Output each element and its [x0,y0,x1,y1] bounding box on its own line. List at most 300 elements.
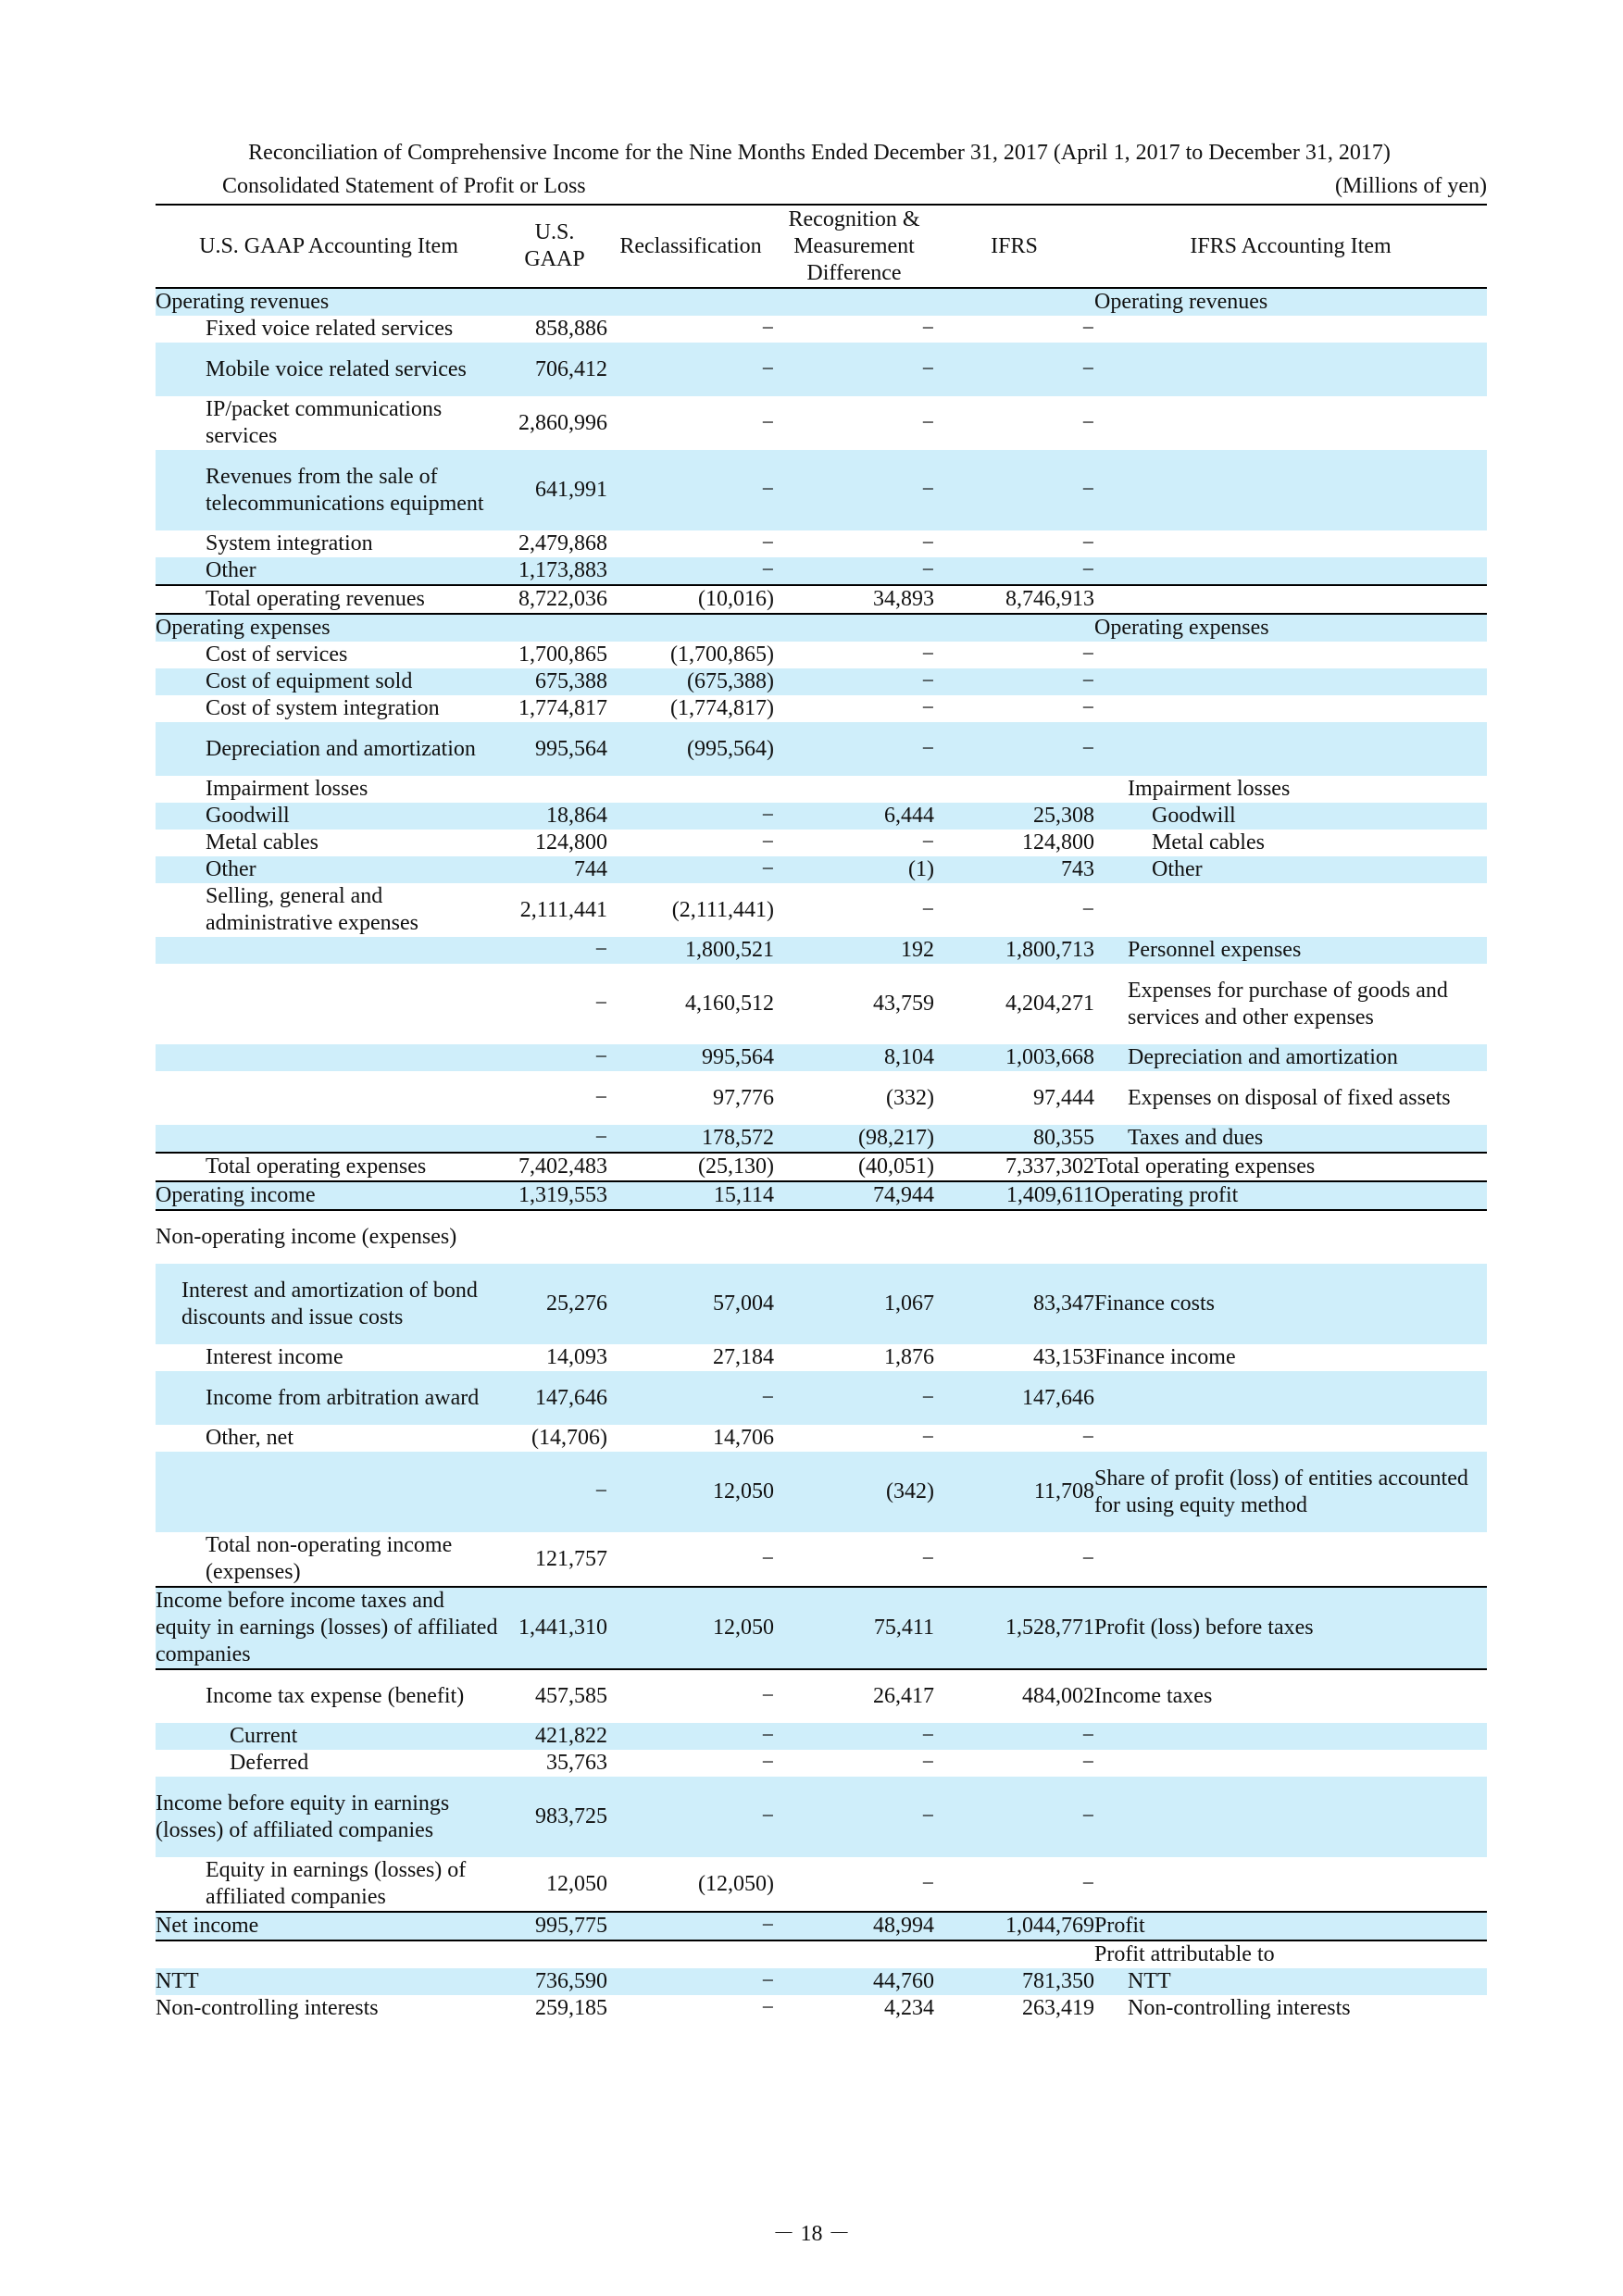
ifrs-item-cell: Expenses on disposal of fixed assets [1128,1085,1451,1110]
gaap-item-cell: Metal cables [206,830,318,855]
reclassification-cell: − [761,830,774,855]
reclassification-cell: 178,572 [607,1125,774,1153]
reclassification-cell: 1,800,521 [607,937,774,964]
reclassification-cell: (25,130) [607,1153,774,1181]
ifrs-value-cell [934,288,1094,316]
reclassification-cell: − [607,1912,774,1940]
table-row [156,1153,1487,1181]
ifrs-value-cell: 7,337,302 [934,1153,1094,1181]
ifrs-value-cell: 1,003,668 [934,1044,1094,1071]
ifrs-value-cell: 1,800,713 [934,937,1094,964]
recognition-difference-cell: 6,444 [774,803,934,830]
reclassification-cell: (2,111,441) [671,897,774,922]
reclassification-cell: − [607,1669,774,1723]
reclassification-cell: − [607,343,774,396]
gaap-value-cell: 421,822 [502,1723,607,1750]
gaap-value-cell [502,776,607,803]
recognition-difference-cell: − [921,531,934,555]
gaap-item-cell: Goodwill [156,803,502,830]
gaap-item-cell: System integration [206,531,373,555]
table-row [156,316,1487,343]
reclassification-cell [607,1940,774,1968]
ifrs-item-cell [1094,396,1487,450]
ifrs-value-cell: − [934,343,1094,396]
gaap-item-cell [156,1071,502,1125]
ifrs-value-cell: 124,800 [1022,830,1094,855]
ifrs-item-cell: Other [1094,856,1487,883]
recognition-difference-cell: 75,411 [774,1587,934,1669]
reclassification-cell: 57,004 [607,1264,774,1344]
ifrs-value-cell: 43,153 [1033,1345,1094,1369]
gaap-value-cell [502,288,607,316]
gaap-value-cell [502,614,607,642]
gaap-value-cell: 641,991 [502,450,607,530]
gaap-value-cell: 7,402,483 [502,1153,607,1181]
gaap-item-cell: Net income [156,1912,502,1940]
ifrs-item-cell: Metal cables [1152,830,1265,855]
gaap-value-cell: 1,319,553 [502,1181,607,1210]
ifrs-item-cell [1094,1532,1487,1587]
recognition-difference-cell: − [921,897,934,922]
recognition-difference-cell: − [774,343,934,396]
recognition-difference-cell: 34,893 [774,585,934,614]
recognition-difference-cell: − [921,1426,934,1450]
reclassification-cell: − [761,1546,774,1571]
gaap-item-cell: Cost of system integration [206,696,440,720]
reclassification-cell: − [761,1996,774,2020]
ifrs-item-cell: Income taxes [1094,1669,1487,1723]
ifrs-item-cell: Personnel expenses [1094,937,1487,964]
table-row [156,1532,1487,1587]
gaap-item-cell: Total operating revenues [156,585,502,614]
ifrs-value-cell: 484,002 [934,1669,1094,1723]
recognition-difference-cell: (1) [774,856,934,883]
recognition-difference-cell: − [921,1871,934,1896]
gaap-item-cell: Total operating expenses [156,1153,502,1181]
gaap-value-cell: 14,093 [546,1345,607,1369]
reclassification-cell: − [607,803,774,830]
ifrs-value-cell: 263,419 [1022,1996,1094,2020]
header-gaap: U.S. GAAP [502,205,607,288]
table-row [156,1912,1487,1940]
ifrs-value-cell: − [1081,1751,1094,1775]
ifrs-item-cell [1094,316,1487,343]
reclassification-cell: − [607,1723,774,1750]
ifrs-item-cell [1094,450,1487,530]
table-row [156,668,1487,695]
ifrs-item-cell: Operating expenses [1094,614,1487,642]
ifrs-value-cell: − [934,1777,1094,1857]
reconciliation-table [156,204,1487,2022]
reclassification-cell: 4,160,512 [685,992,774,1016]
reclassification-cell: 27,184 [713,1345,774,1369]
table-row [156,830,1487,856]
table-header-row [156,205,1487,288]
gaap-item-cell: Cost of services [206,643,348,667]
table-row [156,396,1487,450]
recognition-difference-cell: 1,067 [774,1264,934,1344]
ifrs-value-cell: 11,708 [934,1452,1094,1532]
ifrs-item-cell: Total operating expenses [1094,1153,1487,1181]
ifrs-value-cell: − [934,722,1094,776]
gaap-item-cell: Deferred [230,1751,309,1775]
recognition-difference-cell: − [774,1723,934,1750]
gaap-value-cell: − [502,937,607,964]
gaap-value-cell: 706,412 [502,343,607,396]
reclassification-cell [607,614,774,642]
ifrs-value-cell [934,1940,1094,1968]
ifrs-value-cell: 25,308 [934,803,1094,830]
gaap-value-cell: 1,700,865 [518,643,607,667]
gaap-item-cell: Non-controlling interests [156,1996,379,2020]
ifrs-value-cell [934,776,1094,803]
gaap-item-cell [156,1452,502,1532]
ifrs-value-cell: − [1081,696,1094,720]
ifrs-item-cell [1094,1857,1487,1912]
table-row [156,557,1487,585]
gaap-value-cell: (14,706) [531,1426,607,1450]
ifrs-item-cell [1094,557,1487,585]
ifrs-item-cell [1094,1777,1487,1857]
header-ifrs-item: IFRS Accounting Item [1094,205,1487,288]
recognition-difference-cell [774,1940,934,1968]
ifrs-value-cell: 1,528,771 [934,1587,1094,1669]
reclassification-cell: − [607,1371,774,1425]
ifrs-value-cell: 1,044,769 [934,1912,1094,1940]
ifrs-value-cell: 80,355 [934,1125,1094,1153]
gaap-value-cell: 744 [502,856,607,883]
ifrs-value-cell: − [934,668,1094,695]
table-row [156,1264,1487,1344]
reclassification-cell: (1,774,817) [670,696,774,720]
table-row [156,343,1487,396]
gaap-value-cell: − [594,992,607,1016]
units-note: (Millions of yen) [1335,174,1487,198]
gaap-value-cell: 1,173,883 [502,557,607,585]
gaap-item-cell: Revenues from the sale of telecommunications equipment [156,450,502,530]
gaap-item-cell: Cost of equipment sold [156,668,502,695]
ifrs-item-cell [1094,1750,1487,1777]
ifrs-item-cell: Depreciation and amortization [1094,1044,1487,1071]
gaap-value-cell: 457,585 [502,1669,607,1723]
gaap-item-cell: Income before income taxes and equity in earnings (losses) of affiliated companies [156,1587,502,1669]
gaap-item-cell: Current [156,1723,502,1750]
ifrs-value-cell: − [1081,1546,1094,1571]
recognition-difference-cell: − [774,557,934,585]
ifrs-item-cell [1094,722,1487,776]
gaap-item-cell: Non-operating income (expenses) [156,1210,502,1264]
gaap-item-cell: Operating income [156,1181,502,1210]
reclassification-cell: − [607,1777,774,1857]
table-row [156,1210,1487,1264]
recognition-difference-cell: 74,944 [774,1181,934,1210]
ifrs-item-cell [1094,1210,1487,1264]
reclassification-cell [607,288,774,316]
table-row [156,695,1487,722]
ifrs-item-cell: Goodwill [1094,803,1487,830]
reclassification-cell: − [607,1968,774,1995]
gaap-item-cell [156,1125,502,1153]
gaap-value-cell: 121,757 [535,1546,607,1571]
recognition-difference-cell: 8,104 [774,1044,934,1071]
ifrs-value-cell: 781,350 [934,1968,1094,1995]
reclassification-cell: − [761,531,774,555]
recognition-difference-cell: − [921,1546,934,1571]
ifrs-value-cell: 147,646 [934,1371,1094,1425]
ifrs-value-cell: − [934,1723,1094,1750]
table-row [156,585,1487,614]
gaap-value-cell: 259,185 [535,1996,607,2020]
header-reclassification: Reclassification [607,205,774,288]
gaap-value-cell: 18,864 [502,803,607,830]
reclassification-cell [607,776,774,803]
gaap-item-cell: Fixed voice related services [206,317,454,341]
table-row [156,1750,1487,1777]
ifrs-item-cell: Non-controlling interests [1128,1996,1351,2020]
recognition-difference-cell [774,776,934,803]
recognition-difference-cell: − [774,1777,934,1857]
gaap-value-cell: 1,774,817 [518,696,607,720]
gaap-item-cell [156,964,502,1044]
ifrs-value-cell: 83,347 [934,1264,1094,1344]
ifrs-item-cell [1094,1425,1487,1452]
gaap-value-cell: 147,646 [502,1371,607,1425]
recognition-difference-cell: 4,234 [884,1996,934,2020]
gaap-value-cell [502,1940,607,1968]
table-row [156,288,1487,316]
gaap-item-cell: Selling, general and administrative expenses [206,884,418,935]
table-row [156,1995,1487,2022]
table-row [156,964,1487,1044]
gaap-item-cell: Operating revenues [156,288,502,316]
gaap-item-cell [156,1940,502,1968]
gaap-value-cell: − [502,1125,607,1153]
ifrs-item-cell [1094,1723,1487,1750]
ifrs-item-cell: Operating revenues [1094,288,1487,316]
ifrs-item-cell: Taxes and dues [1094,1125,1487,1153]
table-row [156,776,1487,803]
table-row [156,1125,1487,1153]
gaap-value-cell: 124,800 [535,830,607,855]
recognition-difference-cell: − [774,722,934,776]
gaap-value-cell: 25,276 [502,1264,607,1344]
reclassification-cell: − [607,557,774,585]
reclassification-cell: − [761,410,774,435]
reclassification-cell: (1,700,865) [670,643,774,667]
ifrs-value-cell [934,1210,1094,1264]
table-row [156,1425,1487,1452]
gaap-value-cell [502,1210,607,1264]
reclassification-cell: (675,388) [607,668,774,695]
gaap-value-cell: 995,564 [502,722,607,776]
recognition-difference-cell: − [774,668,934,695]
ifrs-item-cell [1094,1371,1487,1425]
ifrs-item-cell: Expenses for purchase of goods and services and other expenses [1128,978,1448,1029]
table-row [156,1071,1487,1125]
gaap-value-cell: 1,441,310 [502,1587,607,1669]
gaap-item-cell: Income tax expense (benefit) [156,1669,502,1723]
table-row [156,1777,1487,1857]
ifrs-value-cell: − [1081,531,1094,555]
ifrs-item-cell: NTT [1094,1968,1487,1995]
recognition-difference-cell: − [774,450,934,530]
ifrs-item-cell [1094,642,1487,668]
page-number: － 18 － [772,2222,851,2246]
recognition-difference-cell: − [921,317,934,341]
ifrs-value-cell: − [1081,643,1094,667]
ifrs-item-cell [1094,343,1487,396]
ifrs-value-cell: − [1081,317,1094,341]
ifrs-value-cell: 4,204,271 [1005,992,1094,1016]
table-row [156,450,1487,530]
recognition-difference-cell [774,614,934,642]
recognition-difference-cell: − [921,696,934,720]
ifrs-item-cell: Share of profit (loss) of entities accounted for using equity method [1094,1452,1487,1532]
ifrs-value-cell [934,614,1094,642]
recognition-difference-cell: − [921,410,934,435]
ifrs-item-cell: Finance costs [1094,1264,1487,1344]
recognition-difference-cell [774,1210,934,1264]
table-row [156,883,1487,937]
gaap-item-cell: Other, net [206,1426,294,1450]
recognition-difference-cell: − [921,830,934,855]
ifrs-value-cell: − [1081,897,1094,922]
reclassification-cell: − [607,450,774,530]
table-row [156,1371,1487,1425]
recognition-difference-cell [774,288,934,316]
ifrs-value-cell: − [1081,1871,1094,1896]
ifrs-item-cell [1094,585,1487,614]
table-row [156,1968,1487,1995]
reclassification-cell: − [761,317,774,341]
reclassification-cell: − [761,1751,774,1775]
ifrs-value-cell: − [1081,1426,1094,1450]
reclassification-cell: (995,564) [607,722,774,776]
ifrs-item-cell: Profit attributable to [1094,1940,1487,1968]
gaap-item-cell: Equity in earnings (losses) of affiliated companies [206,1858,467,1909]
gaap-value-cell: − [594,1085,607,1110]
gaap-item-cell: Income before equity in earnings (losses) of affiliated companies [156,1777,502,1857]
table-row [156,1857,1487,1912]
recognition-difference-cell: (98,217) [774,1125,934,1153]
recognition-difference-cell: 48,994 [774,1912,934,1940]
reclassification-cell: (12,050) [698,1871,774,1896]
gaap-value-cell: 858,886 [535,317,607,341]
recognition-difference-cell: − [774,1371,934,1425]
recognition-difference-cell: (40,051) [774,1153,934,1181]
recognition-difference-cell: (332) [886,1085,934,1110]
gaap-item-cell: Other [156,557,502,585]
gaap-item-cell: Total non-operating income (expenses) [206,1533,453,1584]
ifrs-item-cell [1094,695,1487,722]
recognition-difference-cell: 44,760 [774,1968,934,1995]
gaap-value-cell: − [502,1044,607,1071]
recognition-difference-cell: 1,876 [884,1345,934,1369]
ifrs-item-cell: Impairment losses [1128,777,1291,801]
reclassification-cell: 15,114 [607,1181,774,1210]
gaap-value-cell: 2,479,868 [518,531,607,555]
table-row [156,1723,1487,1750]
gaap-item-cell: NTT [156,1968,502,1995]
gaap-item-cell: Impairment losses [206,777,368,801]
table-row [156,722,1487,776]
ifrs-item-cell: Profit [1094,1912,1487,1940]
ifrs-item-cell: Finance income [1094,1345,1236,1369]
gaap-value-cell: 2,111,441 [519,897,607,922]
gaap-item-cell: Other [156,856,502,883]
ifrs-value-cell: 97,444 [1033,1085,1094,1110]
table-row [156,614,1487,642]
table-row [156,1344,1487,1371]
recognition-difference-cell: 26,417 [774,1669,934,1723]
ifrs-value-cell: − [934,450,1094,530]
gaap-value-cell: 675,388 [502,668,607,695]
gaap-value-cell: 2,860,996 [518,410,607,435]
table-row [156,856,1487,883]
gaap-value-cell: 736,590 [502,1968,607,1995]
reclassification-cell: (10,016) [607,585,774,614]
gaap-item-cell: Operating expenses [156,614,502,642]
recognition-difference-cell: (342) [774,1452,934,1532]
gaap-item-cell: Depreciation and amortization [156,722,502,776]
recognition-difference-cell: 43,759 [873,992,934,1016]
reclassification-cell [607,1210,774,1264]
table-row [156,1587,1487,1669]
ifrs-item-cell [1094,530,1487,557]
ifrs-value-cell: 743 [934,856,1094,883]
gaap-item-cell: Income from arbitration award [156,1371,502,1425]
gaap-value-cell: 983,725 [502,1777,607,1857]
gaap-item-cell: Interest income [206,1345,343,1369]
ifrs-item-cell: Profit (loss) before taxes [1094,1587,1487,1669]
table-row [156,530,1487,557]
reclassification-cell: 12,050 [607,1452,774,1532]
table-row [156,1044,1487,1071]
statement-subtitle: Consolidated Statement of Profit or Loss [222,174,586,198]
ifrs-value-cell: − [934,557,1094,585]
gaap-item-cell [156,1044,502,1071]
gaap-value-cell: 8,722,036 [502,585,607,614]
gaap-item-cell [156,937,502,964]
gaap-item-cell: Interest and amortization of bond discounts and issue costs [156,1264,502,1344]
table-row [156,642,1487,668]
gaap-value-cell: 35,763 [546,1751,607,1775]
reclassification-cell: 97,776 [713,1085,774,1110]
gaap-value-cell: − [502,1452,607,1532]
header-gaap-item: U.S. GAAP Accounting Item [156,205,502,288]
header-ifrs: IFRS [934,205,1094,288]
table-row [156,1940,1487,1968]
gaap-value-cell: 12,050 [546,1871,607,1896]
table-row [156,937,1487,964]
gaap-item-cell: IP/packet communications services [206,397,443,448]
table-row [156,1181,1487,1210]
recognition-difference-cell: − [921,643,934,667]
document-title: Reconciliation of Comprehensive Income for the Nine Months Ended December 31, 2017 (April 1, 2017 to December 31, 2017) [248,141,1391,165]
table-row [156,1452,1487,1532]
ifrs-value-cell: 1,409,611 [934,1181,1094,1210]
recognition-difference-cell: − [921,1751,934,1775]
ifrs-item-cell: Operating profit [1094,1181,1487,1210]
gaap-value-cell: 995,775 [502,1912,607,1940]
ifrs-item-cell [1094,883,1487,937]
recognition-difference-cell: 192 [774,937,934,964]
header-recognition-difference: Recognition & Measurement Difference [774,205,934,288]
reclassification-cell: − [607,856,774,883]
ifrs-item-cell [1094,668,1487,695]
reclassification-cell: 12,050 [607,1587,774,1669]
ifrs-value-cell: − [1081,410,1094,435]
